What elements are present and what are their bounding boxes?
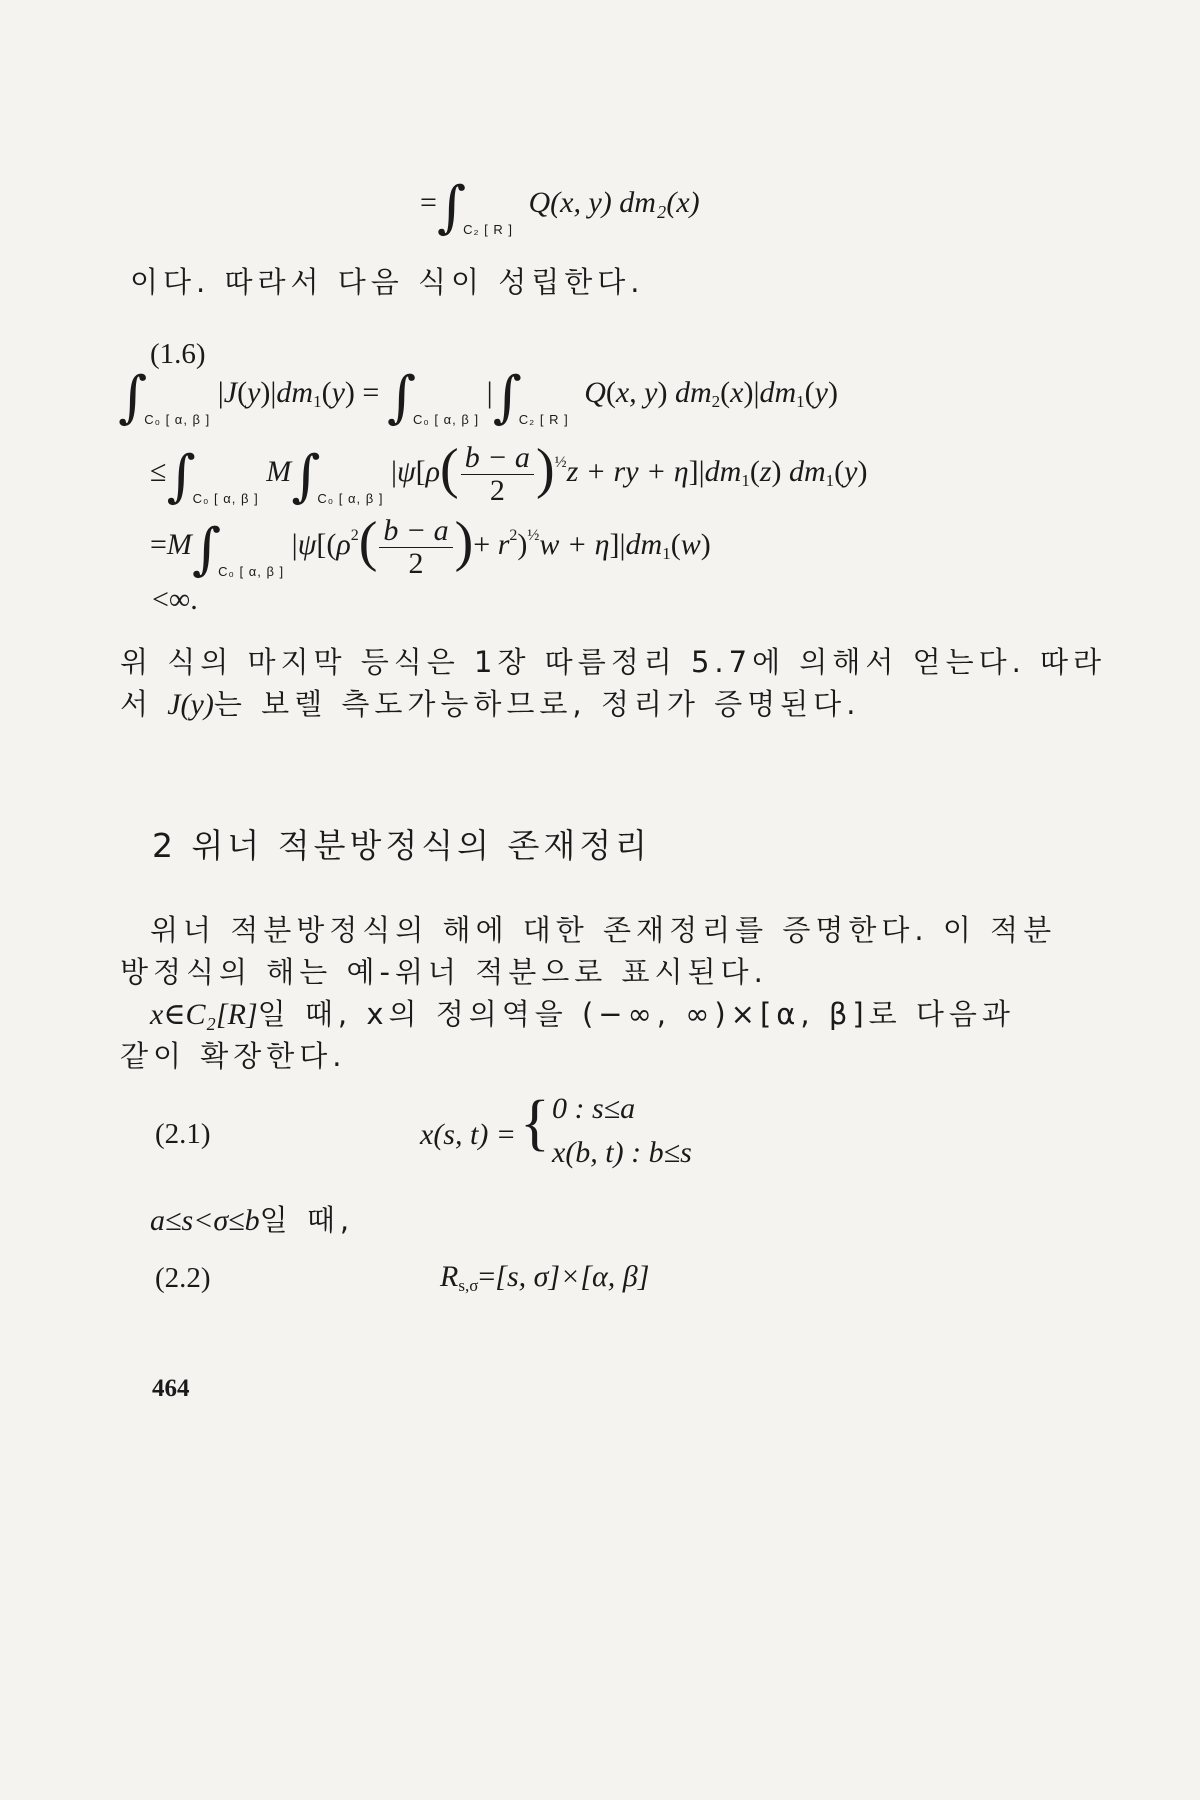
condition-line: a≤s<σ≤b일 때,: [150, 1203, 355, 1237]
equation-2-1-brace: {: [520, 1089, 550, 1157]
equation-2-1-case-2: x(b, t) : b≤s: [552, 1136, 692, 1169]
page-number: 464: [152, 1375, 190, 1402]
paragraph-2-line-2: 서 J(y)는 보렐 측도가능하므로, 정리가 증명된다.: [120, 687, 861, 721]
paragraph-4-line-1: x∈C₂[R]일 때, x의 정의역을 (−∞, ∞)×[α, β]로 다음과: [150, 997, 1015, 1031]
equation-2-1-lhs: x(s, t) =: [420, 1118, 517, 1151]
equation-top: $=\int_{C_2 [ R ]}$ Q(x, y) dm₂(x): [420, 175, 700, 240]
equation-2-2: $R_{s,\sigma}=[s$, σ]×[α, β]: [440, 1260, 650, 1295]
paragraph-1: 이다. 따라서 다음 식이 성립한다.: [130, 265, 645, 299]
equation-1-6-line-1: $\int_{C_0 [ \alpha, \beta ]}$ $|J(y)|dm_1(y) = \int_{C_0 [ \alpha, \beta ]}$ $|\int_{C_2 [ R ]}$ Q(x, y) $dm_2(x)|dm_1(y)$: [118, 365, 838, 430]
section-title: 2 위너 적분방정식의 존재정리: [152, 826, 652, 865]
equation-1-6-line-2: $\le\int_{C_0 [ \alpha, \beta ]}$ $M\int_{C_0 [ \alpha, \beta ]}$ |ψ[ρ( $\frac{b - a}{2}$ )$^{\frac{1}{2}}$z + ry + $\eta]|dm_1(z)$ $dm_1(y)$: [150, 438, 868, 509]
equation-1-6-line-3: $=M\int_{C_0 [ \alpha, \beta ]}$ $|\psi[(\rho^2$( $\frac{b - a}{2}$ )+ $r^2)^{\frac{1}{2}}w + \eta]|dm_1(w)$: [150, 511, 711, 582]
equation-2-1-case-1: 0 : s≤a: [552, 1092, 636, 1125]
paragraph-4-line-2: 같이 확장한다.: [120, 1039, 347, 1073]
equation-1-6-line-4: <∞.: [152, 583, 198, 616]
equation-label-2-2: (2.2): [155, 1262, 211, 1294]
paragraph-3-line-1: 위너 적분방정식의 해에 대한 존재정리를 증명한다. 이 적분: [150, 913, 1057, 947]
jy-symbol: J(y): [167, 688, 214, 721]
paragraph-3-line-2: 방정식의 해는 예-위너 적분으로 표시된다.: [120, 955, 768, 989]
condition-math: a≤s<σ≤b: [150, 1204, 260, 1237]
paragraph-2-line-1: 위 식의 마지막 등식은 1장 따름정리 5.7에 의해서 얻는다. 따라: [120, 645, 1107, 679]
x-in-c2r: x∈C₂[R]: [150, 998, 258, 1031]
equation-label-2-1: (2.1): [155, 1118, 211, 1150]
equation-label-1-6: (1.6): [150, 338, 206, 370]
